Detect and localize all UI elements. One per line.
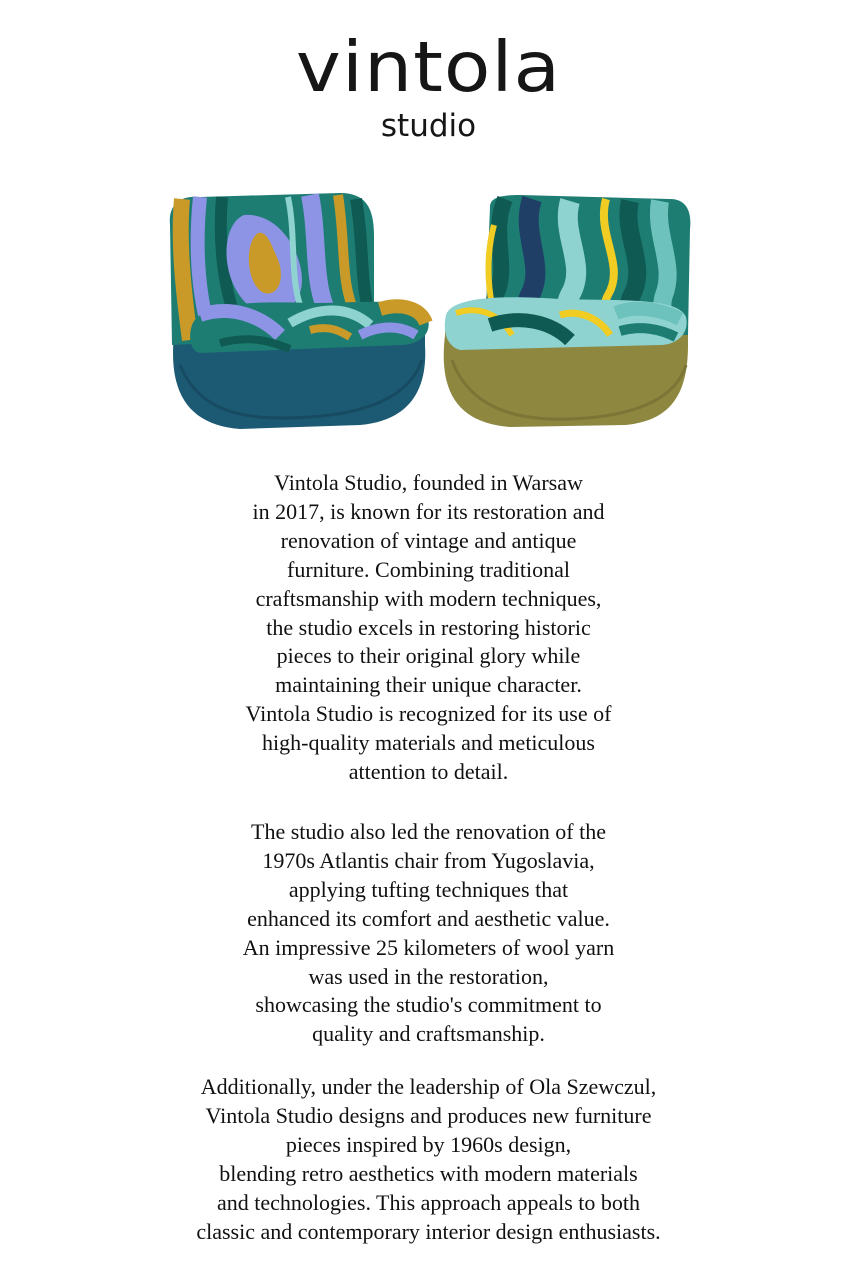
paragraph-line: quality and craftsmanship. — [312, 1021, 545, 1047]
paragraph-line: The studio also led the renovation of the — [251, 819, 606, 844]
paragraph-line: in 2017, is known for its restoration and — [252, 498, 605, 524]
paragraph-line: and technologies. This approach appeals to both — [217, 1189, 640, 1215]
paragraph-line: pieces to their original glory while — [276, 643, 581, 669]
paragraph-line: 1970s Atlantis chair from Yugoslavia, — [262, 847, 595, 873]
paragraph-line: renovation of vintage and antique — [280, 527, 577, 553]
paragraph-line: enhanced its comfort and aesthetic value. — [247, 905, 610, 931]
paragraph-line: Vintola Studio is recognized for its use of — [245, 701, 612, 727]
paragraph-line: high-quality materials and meticulous — [262, 730, 595, 756]
paragraph-line: attention to detail. — [348, 759, 509, 785]
paragraph-line: pieces inspired by 1960s design, — [285, 1131, 572, 1157]
paragraph-atlantis-chair — [0, 818, 857, 1049]
paragraph-line: Vintola Studio, founded in Warsaw — [274, 470, 583, 495]
paragraph-line: Additionally, under the leadership of Ola Szewczul, — [200, 1074, 657, 1099]
brand-logo-subtitle: studio — [380, 108, 477, 144]
hero-image-chairs — [160, 185, 695, 435]
paragraph-new-designs — [0, 1073, 857, 1246]
paragraph-line: craftsmanship with modern techniques, — [255, 585, 602, 611]
right-chair — [444, 195, 691, 427]
paragraph-line: maintaining their unique character. — [275, 672, 582, 698]
paragraph-line: Vintola Studio designs and produces new furniture — [205, 1102, 652, 1128]
paragraph-line: the studio excels in restoring historic — [266, 614, 591, 640]
paragraph-about-studio — [0, 469, 857, 787]
paragraph-line: showcasing the studio's commitment to — [255, 992, 602, 1018]
brand-logo-name: vintola — [295, 25, 562, 108]
paragraph-line: furniture. Combining traditional — [287, 556, 570, 582]
paragraph-line: was used in the restoration, — [308, 963, 549, 989]
paragraph-line: An impressive 25 kilometers of wool yarn — [242, 934, 615, 960]
left-chair — [170, 193, 429, 429]
chairs-illustration — [160, 185, 695, 435]
paragraph-line: applying tufting techniques that — [288, 876, 569, 902]
paragraph-line: blending retro aesthetics with modern materials — [219, 1160, 638, 1186]
paragraph-line: classic and contemporary interior design enthusiasts. — [196, 1218, 661, 1244]
